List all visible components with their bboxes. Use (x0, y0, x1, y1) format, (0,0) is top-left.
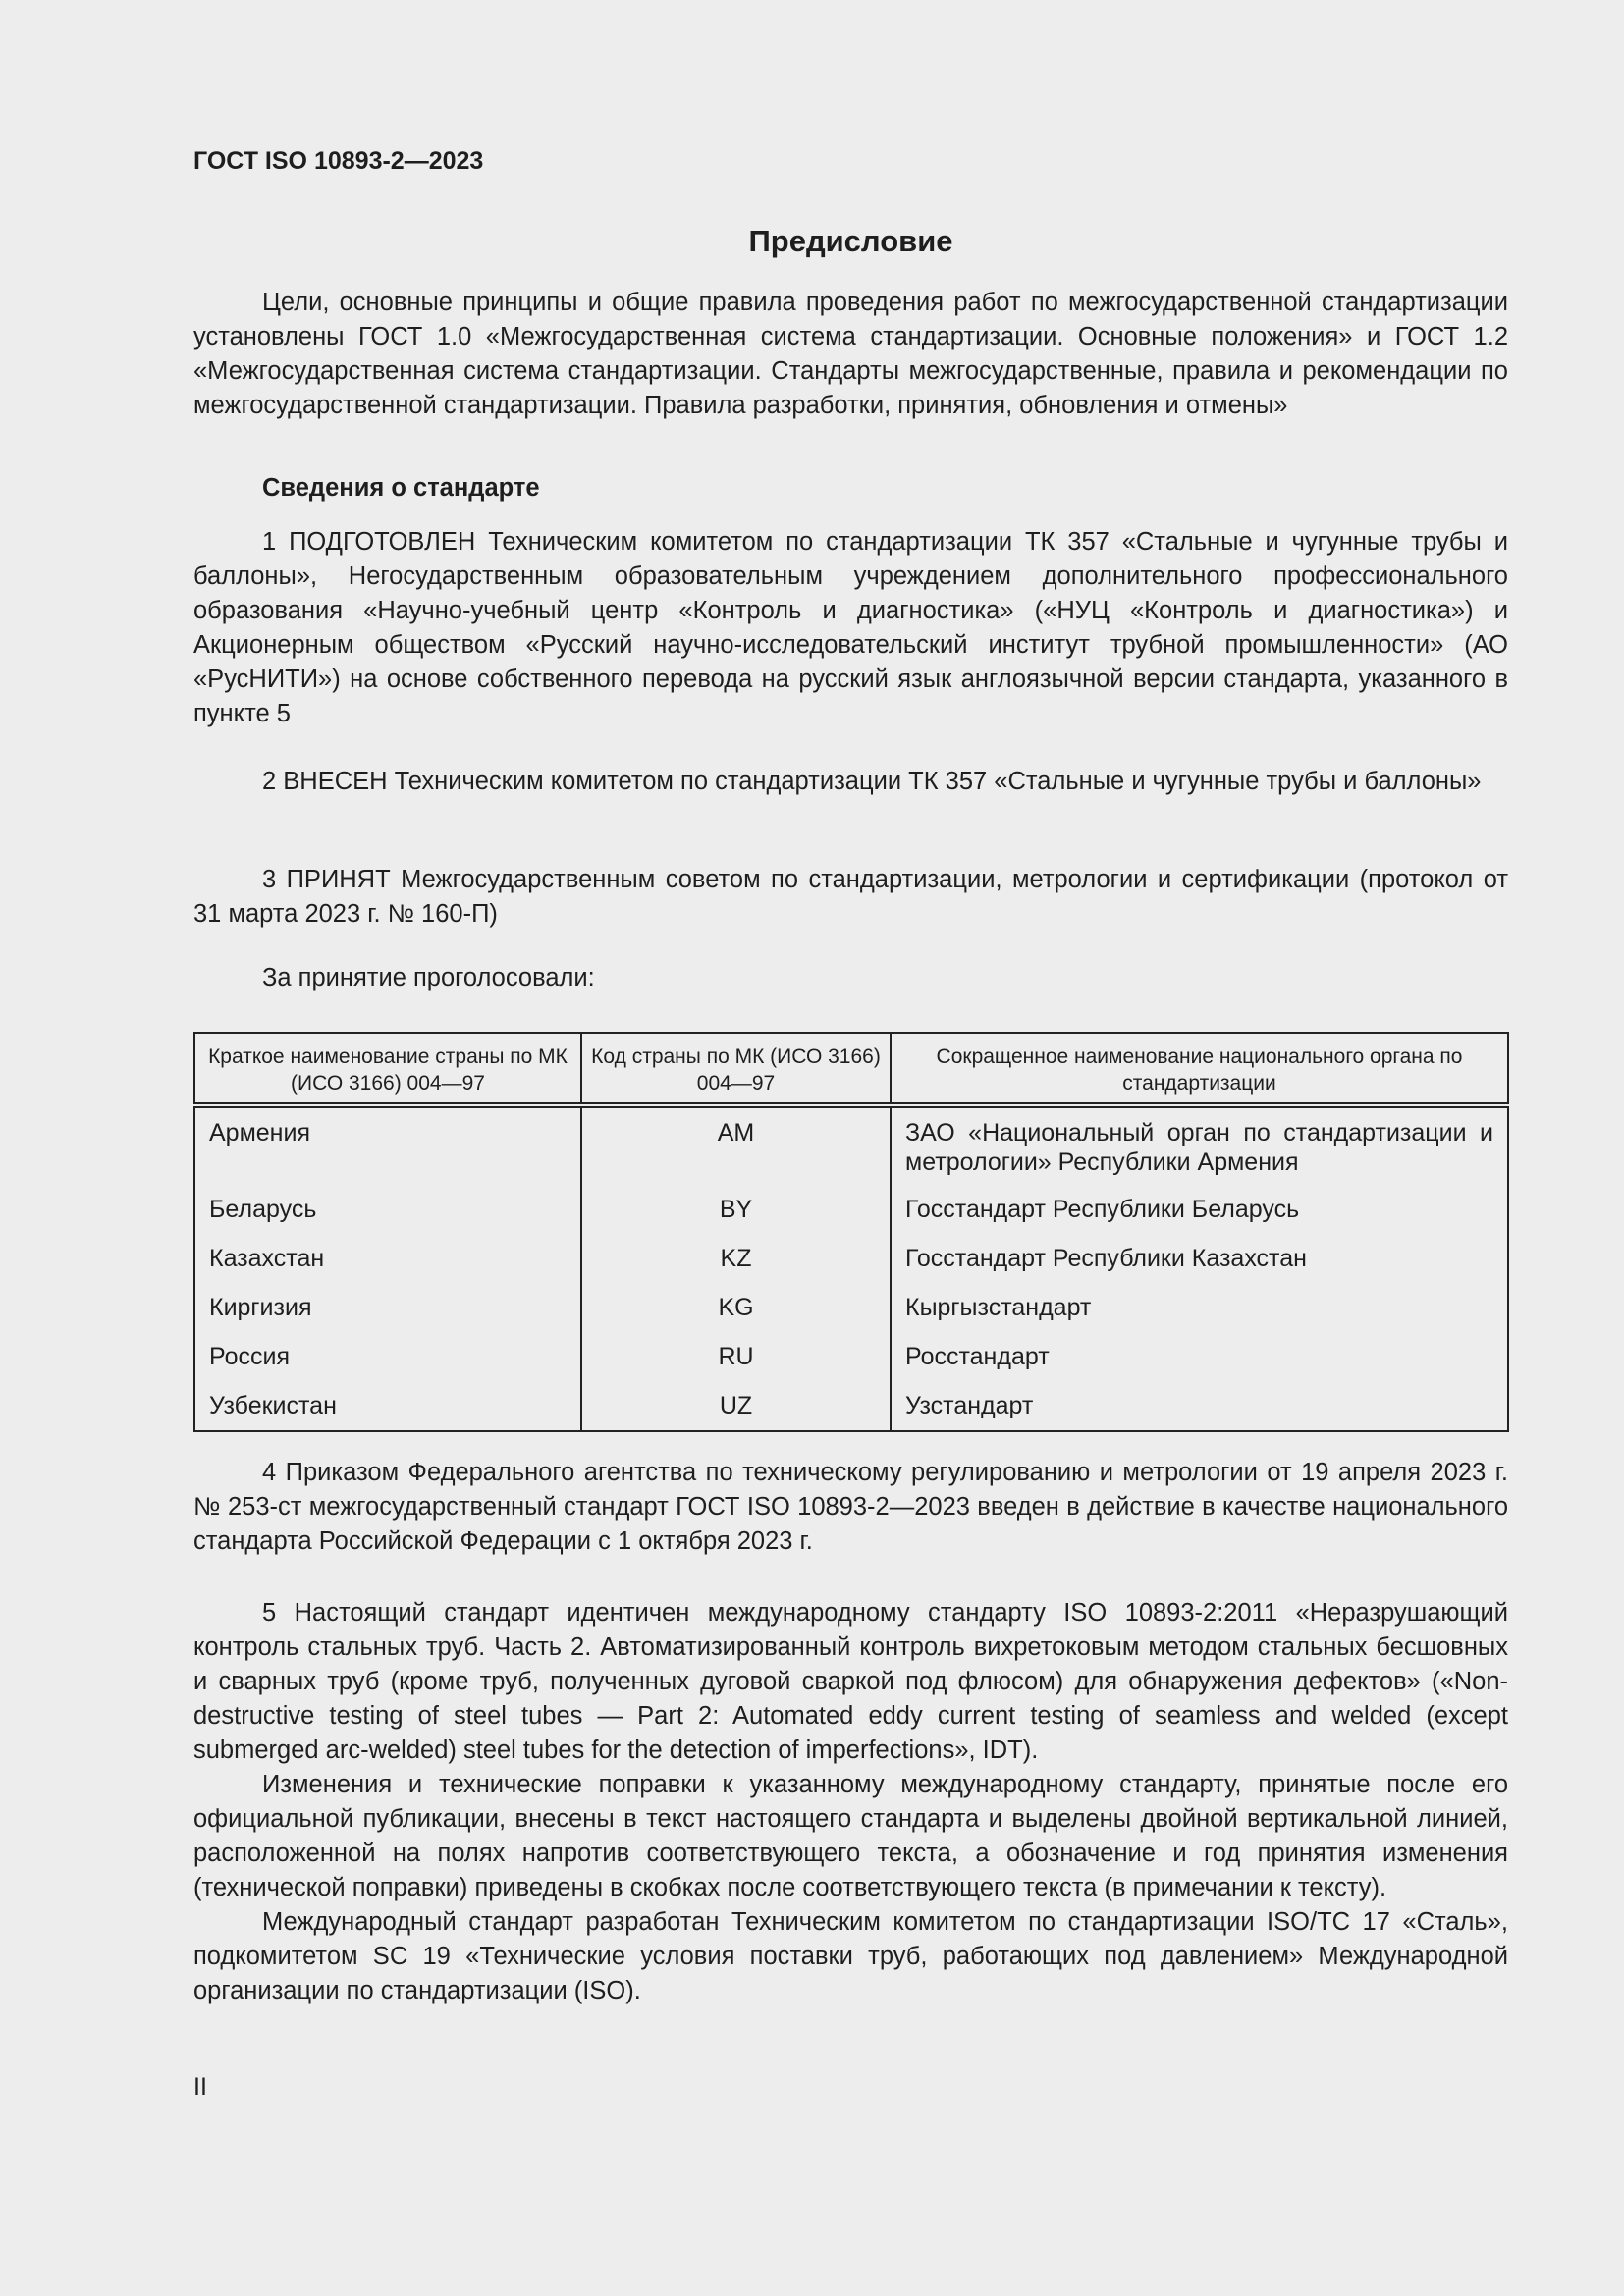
intro-text: Цели, основные принципы и общие правила проведения работ по межгосударственной стандартизации установлены ГОСТ 1.0 «Межгосударственная система стандартизации. Основные положения» и ГОСТ 1.2 «Межгосударственная система стандартизации. Стандарты межгосударственные, правила и рекомендации по межгосударственной стандартизации. Правила разработки, принятия, обновления и отмены» (193, 289, 1508, 419)
item-5-developer: Международный стандарт разработан Техническим комитетом по стандартизации ISO/TC 17 «Сталь», подкомитетом SC 19 «Технические условия поставки труб, работающих под давлением» Международной организации по стандартизации (ISO). (193, 1908, 1508, 2004)
item-2: 2 ВНЕСЕН Техническим комитетом по стандартизации ТК 357 «Стальные и чугунные трубы и баллоны» (262, 768, 1482, 795)
cell-code: AM (581, 1105, 891, 1191)
cell-body: Кыргызстандарт (891, 1289, 1508, 1338)
item-1: 1 ПОДГОТОВЛЕН Техническим комитетом по стандартизации ТК 357 «Стальные и чугунные трубы и баллоны», Негосударственным образовательным учреждением дополнительного профессионального образования «Научно-учебный центр «Контроль и диагностика» («НУЦ «Контроль и диагностика») и Акционерным обществом «Русский научно-исследовательский институт трубной промышленности» (АО «РусНИТИ») на основе собственного перевода на русский язык англоязычной версии стандарта, указанного в пункте 5 (193, 528, 1508, 727)
cell-code: RU (581, 1338, 891, 1387)
table-row (194, 1289, 1508, 1338)
page-title: Предисловие (748, 224, 953, 258)
section-heading: Сведения о стандарте (262, 474, 540, 502)
table-row (194, 1338, 1508, 1387)
page-number: II (193, 2073, 207, 2101)
intro-paragraph (193, 286, 1508, 423)
cell-country: Киргизия (194, 1289, 581, 1338)
item-4: 4 Приказом Федерального агентства по техническому регулированию и метрологии от 19 апреля 2023 г. № 253-ст межгосударственный стандарт ГОСТ ISO 10893-2—2023 введен в действие в качестве национального стандарта Российской Федерации с 1 октября 2023 г. (193, 1459, 1508, 1555)
vote-label: За принятие проголосовали: (262, 964, 595, 991)
cell-body: Госстандарт Республики Казахстан (891, 1240, 1508, 1289)
header-country: Краткое наименование страны по МК (ИСО 3166) 004—97 (194, 1033, 581, 1105)
cell-country: Казахстан (194, 1240, 581, 1289)
header-body: Сокращенное наименование национального органа по стандартизации (891, 1033, 1508, 1105)
table-row (194, 1387, 1508, 1431)
table-row (194, 1191, 1508, 1240)
table-row (194, 1240, 1508, 1289)
cell-country: Узбекистан (194, 1387, 581, 1431)
cell-body: ЗАО «Национальный орган по стандартизации и метрологии» Республики Армения (891, 1105, 1508, 1191)
header-code: Код страны по МК (ИСО 3166) 004—97 (581, 1033, 891, 1105)
item-5: 5 Настоящий стандарт идентичен международному стандарту ISO 10893-2:2011 «Неразрушающий контроль стальных труб. Часть 2. Автоматизированный контроль вихретоковым методом стальных бесшовных и сварных труб (кроме труб, полученных дуговой сваркой под флюсом) для обнаружения дефектов» («Non-destructive testing of steel tubes — Part 2: Automated eddy current testing of seamless and welded (except submerged arc-welded) steel tubes for the detection of imperfections», IDT). (193, 1599, 1508, 1764)
cell-country: Беларусь (194, 1191, 581, 1240)
cell-code: UZ (581, 1387, 891, 1431)
cell-body: Узстандарт (891, 1387, 1508, 1431)
item-5-changes: Изменения и технические поправки к указанному международному стандарту, принятые после его официальной публикации, внесены в текст настоящего стандарта и выделены двойной вертикальной линией, расположенной на полях напротив соответствующего текста, а обозначение и год принятия изменения (технической поправки) приведены в скобках после соответствующего текста (в примечании к тексту). (193, 1771, 1508, 1901)
cell-code: KZ (581, 1240, 891, 1289)
cell-code: BY (581, 1191, 891, 1240)
voting-table (193, 1032, 1509, 1432)
document-header: ГОСТ ISO 10893-2—2023 (193, 147, 484, 175)
cell-body: Госстандарт Республики Беларусь (891, 1191, 1508, 1240)
cell-code: KG (581, 1289, 891, 1338)
cell-country: Армения (194, 1105, 581, 1191)
cell-body: Росстандарт (891, 1338, 1508, 1387)
item-3: 3 ПРИНЯТ Межгосударственным советом по стандартизации, метрологии и сертификации (протокол от 31 марта 2023 г. № 160-П) (193, 866, 1508, 928)
table-row (194, 1105, 1508, 1191)
cell-country: Россия (194, 1338, 581, 1387)
table-header-row (194, 1033, 1508, 1105)
